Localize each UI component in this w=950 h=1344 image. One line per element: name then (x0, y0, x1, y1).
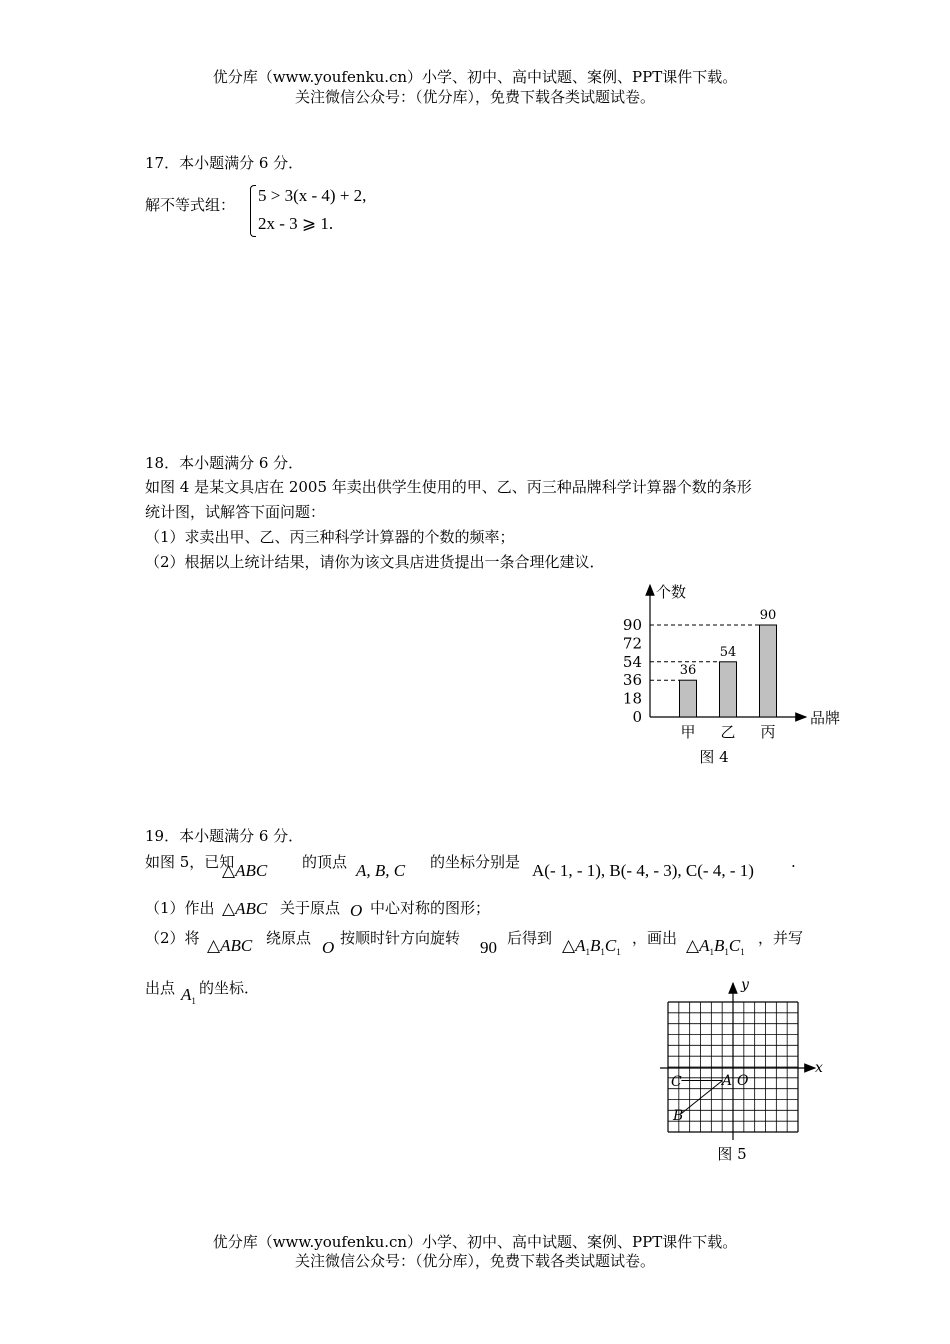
q18-line-2: 统计图，试解答下面问题： (145, 503, 326, 521)
q19-line-4-point: $A_1$ (181, 985, 196, 1006)
q19-item-2-origin: O (322, 938, 335, 957)
chart-bar-乙 (720, 662, 737, 717)
q19-item-2-triangle: △ABC (207, 936, 253, 955)
triangle-side-ab (681, 1081, 722, 1114)
chart-data-label-丙: 90 (759, 608, 777, 623)
q17-inequality-2: 2x - 3 ⩾ 1. (258, 214, 334, 233)
q17-prompt: 解不等式组： (145, 196, 236, 214)
grid-caption: 图 5 (717, 1145, 747, 1163)
q19-title: 19．本小题满分 6 分． (145, 827, 304, 845)
coordinate-grid (660, 975, 830, 1165)
q19-item-1-text-c: 中心对称的图形； (370, 899, 491, 917)
q19-line-1-triangle: △ABC (222, 861, 268, 880)
chart-y-tick-0: 0 (632, 708, 642, 726)
q18-item-1: （1）求卖出甲、乙、丙三种科学计算器的个数的频率； (145, 528, 515, 546)
q18-line-1: 如图 4 是某文具店在 2005 年卖出供学生使用的甲、乙、丙三种品牌科学计算器个数的条形 (145, 478, 752, 496)
q19-item-2-text-f: ，并写 (758, 929, 804, 947)
chart-y-tick-36: 36 (622, 671, 642, 690)
q18-item-2: （2）根据以上统计结果，请你为该文具店进货提出一条合理化建议． (145, 553, 605, 571)
q19-item-2-text-a: （2）将 (145, 929, 200, 947)
q19-line-4-text-a: 出点 (145, 979, 176, 997)
chart-data-label-乙: 54 (719, 644, 737, 660)
grid-label-o: O (737, 1073, 749, 1089)
chart-y-label: 个数 (656, 583, 687, 601)
q17-title: 17．本小题满分 6 分． (145, 154, 304, 172)
grid-label-c: C (671, 1074, 682, 1090)
q19-item-1-origin: O (350, 901, 363, 920)
q19-line-1-points: A, B, C (356, 861, 406, 880)
chart-bar-丙 (760, 625, 777, 717)
q19-item-2-text-b: 绕原点 (266, 929, 312, 947)
q17-inequality-1: 5 > 3(x - 4) + 2, (258, 186, 367, 205)
grid-label-b: B (673, 1108, 684, 1124)
bar-chart (600, 575, 860, 775)
q19-item-2-text-d: 后得到 (507, 929, 553, 947)
q19-line-4-text-b: 的坐标． (199, 979, 260, 997)
q19-line-1-text-a: 如图 5，已知 (145, 853, 235, 871)
chart-x-tick-丙: 丙 (760, 723, 776, 741)
footer-line-1: 优分库（www.youfenku.cn）小学、初中、高中试题、案例、PPT课件下载。 (212, 1233, 738, 1251)
chart-bar-甲 (680, 680, 697, 717)
chart-x-tick-labels (680, 723, 775, 741)
q19-item-2-text-e: ，画出 (632, 929, 678, 947)
chart-y-tick-54: 54 (622, 652, 642, 671)
grid-y-label: y (741, 977, 749, 993)
q19-line-1-text-c: 的坐标分别是 (430, 853, 521, 871)
header-line-2: 关注微信公众号：（优分库），免费下载各类试题试卷。 (294, 88, 655, 106)
q19-line-1-coords: A(- 1, - 1), B(- 4, - 3), C(- 4, - 1) (532, 861, 754, 880)
q19-item-2-text-c: 按顺时针方向旋转 (340, 929, 461, 947)
q19-item-1-text-a: （1）作出 (145, 899, 215, 917)
chart-y-tick-72: 72 (622, 634, 642, 653)
q19-item-2-angle: 90 (480, 938, 497, 957)
chart-guide-lines (650, 625, 760, 680)
q19-item-2-rotated-triangle: $\triangle A_1B_1C_1$ (562, 936, 621, 957)
chart-x-tick-甲: 甲 (680, 723, 696, 741)
q19-item-1-triangle: △ABC (222, 899, 268, 918)
chart-y-ticks (623, 616, 642, 726)
q19-line-1-text-b: 的顶点 (302, 853, 348, 871)
q19-item-1-text-b: 关于原点 (280, 899, 341, 917)
chart-y-tick-18: 18 (622, 689, 642, 708)
chart-x-label: 品牌 (810, 709, 841, 727)
chart-y-tick-90: 90 (622, 616, 642, 634)
grid-label-a: A (722, 1073, 733, 1089)
q19-line-1-end: . (791, 853, 796, 871)
chart-data-label-甲: 36 (679, 663, 697, 679)
grid-x-label: x (815, 1060, 823, 1076)
header-line-1: 优分库（www.youfenku.cn）小学、初中、高中试题、案例、PPT课件下载。 (212, 68, 738, 86)
footer-line-2: 关注微信公众号：（优分库），免费下载各类试题试卷。 (294, 1252, 655, 1270)
q19-item-2-rotated-triangle-2: $\triangle A_1B_1C_1$ (686, 936, 745, 957)
q18-title: 18．本小题满分 6 分． (145, 454, 304, 472)
chart-caption: 图 4 (699, 748, 729, 766)
system-brace (250, 185, 256, 237)
chart-x-tick-乙: 乙 (720, 723, 736, 741)
